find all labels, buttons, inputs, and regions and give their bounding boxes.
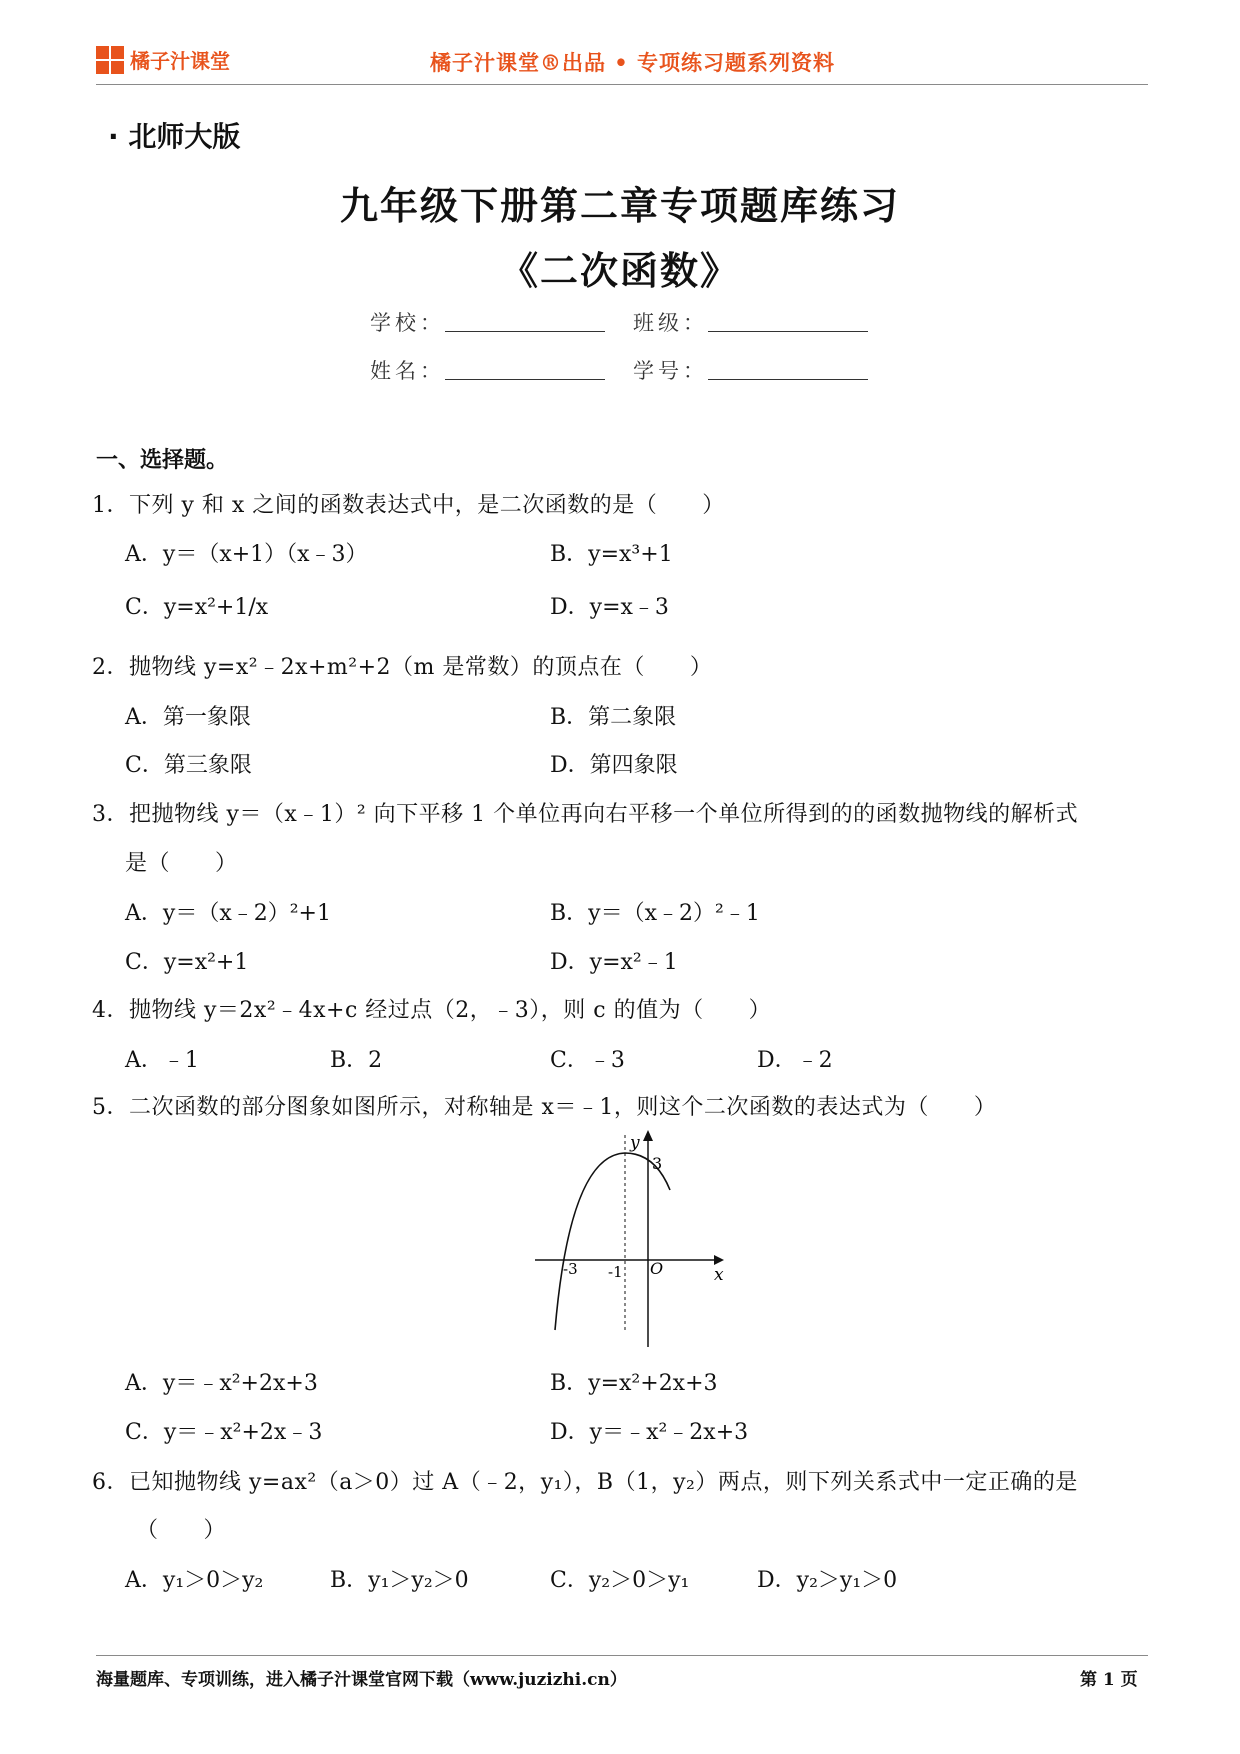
question-6-stem: 6．已知抛物线 y=ax²（a＞0）过 A（﹣2，y₁），B（1，y₂）两点，则下列关系式中一定正确的是 <box>92 1470 1078 1495</box>
section-heading: 一、选择题。 <box>96 447 229 473</box>
logo-icon <box>96 46 124 74</box>
question-3-stem: 3．把抛物线 y＝（x﹣1）² 向下平移 1 个单位再向右平移一个单位所得到的的函数抛物线的解析式 <box>92 802 1079 827</box>
question-1-option-c: C．y=x²+1/x <box>125 595 269 620</box>
class-field[interactable] <box>708 331 868 332</box>
question-2-option-d: D．第四象限 <box>550 753 678 778</box>
question-1-option-a: A．y＝（x+1）（x﹣3） <box>125 542 368 567</box>
x-axis-label: x <box>714 1265 724 1285</box>
origin-label: O <box>650 1259 664 1278</box>
name-field[interactable] <box>445 379 605 380</box>
question-6-option-a: A．y₁＞0＞y₂ <box>125 1568 264 1593</box>
footer-text: 海量题库、专项训练，进入橘子汁课堂官网下载（www.juzizhi.cn） <box>96 1670 627 1690</box>
root-label-neg3: -3 <box>563 1260 578 1278</box>
question-3-option-c: C．y=x²+1 <box>125 950 249 975</box>
page-subtitle: 《二次函数》 <box>499 248 740 293</box>
y-axis-label: y <box>630 1133 640 1153</box>
question-4-option-b: B．2 <box>330 1048 383 1073</box>
header-title: 橘子汁课堂®出品 • 专项练习题系列资料 <box>430 50 836 75</box>
student-id-label: 学号： <box>633 359 708 383</box>
question-3-option-a: A．y＝（x﹣2）²+1 <box>125 901 331 926</box>
question-5-option-b: B．y=x²+2x+3 <box>550 1371 718 1396</box>
school-field[interactable] <box>445 331 605 332</box>
class-label: 班级： <box>633 311 708 335</box>
question-2-option-c: C．第三象限 <box>125 753 252 778</box>
question-3-option-b: B．y＝（x﹣2）²﹣1 <box>550 901 760 926</box>
parabola-graph <box>530 1125 730 1350</box>
question-2-stem: 2．抛物线 y=x²﹣2x+m²+2（m 是常数）的顶点在（ ） <box>92 655 713 680</box>
question-3-option-d: D．y=x²﹣1 <box>550 950 678 975</box>
name-label: 姓名： <box>370 359 445 383</box>
question-4-option-d: D．﹣2 <box>757 1048 833 1073</box>
page-number: 第 1 页 <box>1080 1670 1138 1690</box>
brand-name: 橘子汁课堂 <box>130 49 230 73</box>
question-6-option-d: D．y₂＞y₁＞0 <box>757 1568 898 1593</box>
question-4-option-a: A．﹣1 <box>125 1048 199 1073</box>
question-4-option-c: C．﹣3 <box>550 1048 625 1073</box>
edition-label: · 北师大版 <box>108 120 241 153</box>
question-5-option-a: A．y＝﹣x²+2x+3 <box>125 1371 318 1396</box>
vertex-label-3: 3 <box>652 1154 663 1173</box>
brand-logo <box>96 45 230 74</box>
question-6-option-b: B．y₁＞y₂＞0 <box>330 1568 469 1593</box>
y-axis-arrow <box>643 1130 653 1141</box>
question-1-option-b: B．y=x³+1 <box>550 542 673 567</box>
question-1-option-d: D．y=x﹣3 <box>550 595 669 620</box>
question-6-stem-continued: （ ） <box>136 1518 227 1543</box>
footer-divider <box>96 1655 1148 1656</box>
question-5-option-c: C．y＝﹣x²+2x﹣3 <box>125 1420 323 1445</box>
school-label: 学校： <box>370 311 445 335</box>
axis-label-neg1: -1 <box>608 1263 623 1281</box>
page-title: 九年级下册第二章专项题库练习 <box>339 183 900 228</box>
question-5-stem: 5．二次函数的部分图象如图所示，对称轴是 x＝﹣1，则这个二次函数的表达式为（ ） <box>92 1095 997 1120</box>
question-4-stem: 4．抛物线 y＝2x²﹣4x+c 经过点（2，﹣3），则 c 的值为（ ） <box>92 998 772 1023</box>
question-1-stem: 1．下列 y 和 x 之间的函数表达式中，是二次函数的是（ ） <box>92 493 725 518</box>
question-5-option-d: D．y＝﹣x²﹣2x+3 <box>550 1420 749 1445</box>
question-2-option-b: B．第二象限 <box>550 705 677 730</box>
x-axis-arrow <box>714 1255 724 1265</box>
question-6-option-c: C．y₂＞0＞y₁ <box>550 1568 690 1593</box>
question-3-stem-continued: 是（ ） <box>125 851 238 876</box>
parabola-curve <box>555 1153 670 1330</box>
student-id-field[interactable] <box>708 379 868 380</box>
header-divider <box>96 84 1148 85</box>
question-2-option-a: A．第一象限 <box>125 705 251 730</box>
